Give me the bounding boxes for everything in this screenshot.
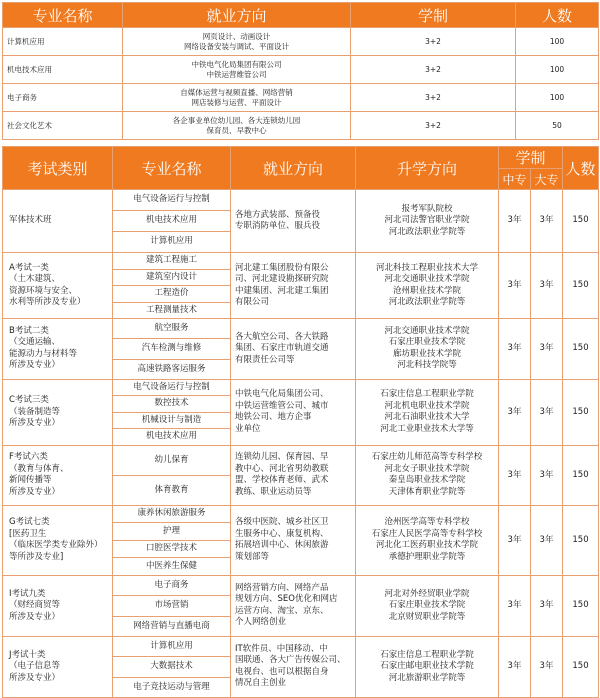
further-cell: [356, 190, 499, 253]
category-line: A考试一类: [9, 262, 49, 273]
header-category: 考试类别: [3, 147, 113, 190]
major-cell: 数控技术: [113, 396, 231, 413]
further-line: 河北交通职业技术学院: [384, 325, 470, 336]
further-cell: [356, 319, 499, 380]
jobs-line: 业单位: [235, 423, 261, 434]
table-row: [3, 28, 599, 56]
secondary-cell: 3年: [499, 575, 531, 636]
jobs-line: 各地方武装部、预备役: [235, 209, 321, 220]
major-cell: 计算机应用: [113, 636, 231, 656]
major-cell: 社会文化艺术: [3, 112, 123, 140]
category-cell: [3, 445, 113, 505]
college-cell: 3年: [531, 445, 563, 505]
secondary-cell: 3年: [499, 379, 531, 445]
category-line: [医药卫生: [9, 528, 47, 539]
exam-table: [2, 146, 599, 698]
jobs-line: 规划方向、SEO优化和网店: [235, 594, 338, 605]
further-line: 河北交通职业技术学院: [384, 274, 470, 284]
table-row: [3, 112, 599, 140]
category-line: （临床医学类专业除外）: [9, 540, 103, 551]
category-line: 等所涉及专业]: [9, 551, 64, 562]
header-years: 学制: [499, 147, 563, 169]
group-row: [3, 190, 599, 211]
jobs-line: 各大航空公司、各大铁路: [235, 331, 329, 342]
further-line: 石家庄职业技术学院: [388, 337, 466, 348]
jobs-cell: [231, 190, 356, 253]
further-line: 河北对外经贸职业学院: [384, 588, 470, 599]
count-cell: 100: [516, 84, 599, 112]
header-jobs: 就业方向: [231, 147, 356, 190]
jobs-line: 国联通、各大广告传媒公司、: [235, 655, 346, 666]
major-cell: 市场营销: [113, 596, 231, 616]
further-line: 河北化工医药职业技术学院: [375, 540, 478, 551]
years-cell: 3+2: [351, 84, 516, 112]
secondary-cell: 3年: [499, 505, 531, 575]
count-cell: 150: [563, 319, 599, 380]
category-line: （财经商贸等: [9, 600, 61, 611]
jobs-line: 连锁幼儿园、保育园、早: [235, 452, 329, 463]
further-cell: [356, 445, 499, 505]
count-cell: 100: [516, 28, 599, 56]
header-major: 专业名称: [113, 147, 231, 190]
further-cell: [356, 505, 499, 575]
category-cell: [3, 575, 113, 636]
count-cell: 50: [516, 112, 599, 140]
jobs-line: 中铁运营维管公司: [206, 69, 267, 79]
further-line: 河北政法职业学院等: [388, 297, 466, 307]
further-line: 河北科技学院等: [397, 360, 457, 371]
category-line: 新闻传播等: [9, 475, 52, 486]
jobs-line: 网店装修与运营、平面设计: [191, 97, 282, 107]
header-further: 升学方向: [356, 147, 499, 190]
group-row: [3, 636, 599, 656]
major-cell: 工程测量技术: [113, 302, 231, 319]
major-cell: 幼儿保育: [113, 445, 231, 475]
jobs-line: 中建集团、河北建工集团: [235, 285, 329, 296]
major-cell: 电子商务: [3, 84, 123, 112]
exam-table-header: [3, 147, 599, 169]
further-line: 承德护理职业学院等: [388, 551, 466, 562]
category-line: （装备制造等: [9, 406, 61, 417]
program-table-header: [3, 3, 599, 28]
jobs-line: 生服务中心、康复机构、: [235, 528, 329, 539]
further-line: 石家庄职业技术学院: [388, 600, 466, 611]
major-cell: 高速铁路客运服务: [113, 359, 231, 379]
table-row: [3, 56, 599, 84]
jobs-line: 个人网络创业: [235, 617, 287, 628]
category-line: （电子信息等: [9, 661, 61, 672]
major-cell: 电气设备运行与控制: [113, 379, 231, 396]
major-cell: 网络营销与直播电商: [113, 616, 231, 636]
jobs-cell: [231, 445, 356, 505]
category-cell: [3, 190, 113, 253]
major-cell: 航空服务: [113, 319, 231, 339]
further-cell: [356, 575, 499, 636]
years-cell: 3+2: [351, 112, 516, 140]
jobs-line: 各级中医院、城乡社区卫: [235, 517, 329, 528]
count-cell: 150: [563, 379, 599, 445]
major-cell: 建筑工程施工: [113, 253, 231, 270]
further-line: 石家庄信息工程职业学院: [380, 649, 474, 660]
jobs-line: 河北建工集团股份有限公: [235, 262, 329, 273]
major-cell: 计算机应用: [113, 232, 231, 253]
secondary-cell: 3年: [499, 319, 531, 380]
enrollment-sheet: [2, 2, 598, 698]
jobs-line: 地铁公司、地方企事: [235, 412, 312, 423]
category-line: I考试九类: [9, 588, 46, 599]
header-count: 人数: [516, 3, 599, 28]
jobs-cell: [123, 56, 351, 84]
major-cell: 机电技术应用: [113, 429, 231, 446]
jobs-cell: [123, 28, 351, 56]
jobs-cell: [231, 575, 356, 636]
major-cell: 建筑室内设计: [113, 269, 231, 286]
category-cell: [3, 319, 113, 380]
jobs-line: 有限公司: [235, 297, 270, 307]
jobs-cell: [231, 636, 356, 697]
count-cell: 150: [563, 505, 599, 575]
category-line: （教育与体育、: [9, 463, 69, 474]
jobs-line: 集团、石家庄市轨道交通: [235, 343, 329, 354]
group-row: [3, 505, 599, 523]
count-cell: 150: [563, 253, 599, 319]
group-row: [3, 253, 599, 270]
header-years: 学制: [351, 3, 516, 28]
group-row: [3, 379, 599, 396]
major-cell: 机电技术应用: [113, 211, 231, 232]
major-cell: 大数据技术: [113, 657, 231, 677]
jobs-line: 策划部等: [235, 551, 270, 562]
major-cell: 机电技术应用: [3, 56, 123, 84]
further-line: 河北机电职业技术学院: [384, 400, 470, 411]
jobs-cell: [123, 84, 351, 112]
jobs-cell: [231, 319, 356, 380]
further-line: 廊坊职业技术学院: [392, 348, 461, 359]
header-college: 大专: [531, 169, 563, 190]
category-line: 能源动力与材料等: [9, 348, 78, 359]
jobs-line: 有限责任公司等: [235, 354, 295, 365]
jobs-cell: [231, 505, 356, 575]
major-cell: 口腔医学技术: [113, 540, 231, 558]
jobs-line: 拓展培训中心、休闲旅游: [235, 540, 329, 551]
jobs-line: 教练、职业运动员等: [235, 486, 312, 497]
further-line: 河北石油职业技术大学: [384, 412, 470, 423]
secondary-cell: 3年: [499, 190, 531, 253]
category-line: 所涉及专业）: [9, 486, 61, 497]
program-table: [2, 2, 599, 140]
category-line: 所涉及专业）: [9, 672, 61, 683]
further-line: 河北工业职业技术大学等: [380, 423, 474, 434]
further-line: 河北司法警官职业学院: [384, 215, 470, 226]
jobs-cell: [231, 253, 356, 319]
category-line: 所涉及专业）: [9, 360, 61, 371]
further-line: 秦皇岛职业技术学院: [388, 475, 466, 486]
years-cell: 3+2: [351, 56, 516, 84]
college-cell: 3年: [531, 190, 563, 253]
college-cell: 3年: [531, 379, 563, 445]
jobs-line: 网络营销方向、网络产品: [235, 582, 329, 593]
category-line: J考试十类: [9, 649, 46, 660]
major-cell: 体育教育: [113, 475, 231, 505]
major-cell: 护理: [113, 523, 231, 541]
secondary-cell: 3年: [499, 636, 531, 697]
category-line: F考试六类: [9, 452, 48, 463]
major-cell: 工程造价: [113, 286, 231, 303]
further-line: 天津体育职业学院等: [388, 486, 466, 497]
further-line: 沧州医学高等专科学校: [384, 517, 470, 528]
major-cell: 电子商务: [113, 575, 231, 595]
further-line: 河北女子职业技术学院: [384, 463, 470, 474]
group-row: [3, 445, 599, 475]
jobs-line: 司、河北建设勘探研究院: [235, 274, 329, 284]
jobs-cell: [123, 112, 351, 140]
major-cell: 汽车检测与维修: [113, 339, 231, 359]
count-cell: 150: [563, 190, 599, 253]
further-line: 石家庄信息工程职业学院: [380, 389, 474, 400]
further-line: 石家庄人民医学高等专科学校: [371, 528, 483, 539]
category-line: B考试二类: [9, 325, 49, 336]
category-cell: [3, 636, 113, 697]
major-cell: 康养休闲旅游服务: [113, 505, 231, 523]
jobs-line: 电视台、也可以根据自身: [235, 666, 329, 677]
group-row: [3, 575, 599, 595]
jobs-line: 盟、学校体育老师、武术: [235, 475, 329, 486]
college-cell: 3年: [531, 575, 563, 636]
category-line: 所涉及专业）: [9, 611, 61, 622]
count-cell: 150: [563, 636, 599, 697]
category-line: （土木建筑、: [9, 274, 61, 284]
further-line: 报考军队院校: [401, 203, 453, 214]
category-line: 资源环境与安全、: [9, 285, 78, 296]
category-cell: [3, 379, 113, 445]
further-line: 河北政法职业学院等: [388, 226, 466, 237]
count-cell: 150: [563, 575, 599, 636]
category-line: C考试三类: [9, 395, 49, 406]
category-cell: [3, 253, 113, 319]
jobs-line: 保育员、早教中心: [206, 125, 267, 135]
further-line: 沧州职业技术学院: [392, 285, 461, 296]
jobs-line: 运营方向、淘宝、京东、: [235, 605, 329, 616]
exam-body: [3, 190, 599, 698]
jobs-line: 教中心、河北省男幼教联: [235, 463, 329, 474]
header-count: 人数: [563, 147, 599, 190]
further-line: 石家庄邮电职业技术学院: [380, 661, 474, 672]
table-row: [3, 84, 599, 112]
category-cell: [3, 505, 113, 575]
jobs-line: 自媒体运营与视频直播、网络营销: [180, 87, 293, 97]
jobs-line: 专职消防单位、服兵役: [235, 221, 321, 231]
jobs-line: IT软件员、中国移动、中: [235, 643, 328, 654]
count-cell: 100: [516, 56, 599, 84]
further-line: 北京财贸职业学院等: [388, 611, 466, 622]
college-cell: 3年: [531, 253, 563, 319]
years-cell: 3+2: [351, 28, 516, 56]
major-cell: 电子竞技运动与管理: [113, 677, 231, 697]
jobs-line: 网页设计、动画设计: [202, 31, 271, 41]
jobs-line: 中铁电气化局集团公司、: [235, 389, 329, 400]
category-line: 水利等所涉及专业）: [9, 297, 86, 307]
major-cell: 机械设计与制造: [113, 412, 231, 429]
further-cell: [356, 379, 499, 445]
jobs-line: 网络设备安装与调试、平面设计: [184, 41, 289, 51]
header-major: 专业名称: [3, 3, 123, 28]
further-cell: [356, 253, 499, 319]
college-cell: 3年: [531, 505, 563, 575]
group-row: [3, 319, 599, 339]
college-cell: 3年: [531, 319, 563, 380]
further-cell: [356, 636, 499, 697]
major-cell: 计算机应用: [3, 28, 123, 56]
category-line: （交通运输、: [9, 337, 61, 348]
category-line: G考试七类: [9, 517, 50, 528]
header-secondary: 中专: [499, 169, 531, 190]
major-cell: 中医养生保健: [113, 558, 231, 576]
jobs-line: 情况自主创业: [235, 678, 287, 689]
further-line: 河北科技工程职业技术大学: [375, 262, 478, 273]
secondary-cell: 3年: [499, 253, 531, 319]
jobs-line: 中铁运营维管公司、城市: [235, 400, 329, 411]
further-line: 石家庄幼儿师范高等专科学校: [371, 452, 483, 463]
secondary-cell: 3年: [499, 445, 531, 505]
jobs-line: 各企事业单位幼儿园、各大连锁幼儿园: [172, 115, 301, 125]
category-line: 军体技术班: [9, 215, 52, 226]
further-line: 河北旅游职业学院等: [388, 672, 466, 683]
college-cell: 3年: [531, 636, 563, 697]
jobs-line: 中铁电气化局集团有限公司: [191, 59, 282, 69]
category-line: 所涉及专业）: [9, 418, 61, 429]
jobs-cell: [231, 379, 356, 445]
header-jobs: 就业方向: [123, 3, 351, 28]
major-cell: 电气设备运行与控制: [113, 190, 231, 211]
count-cell: 150: [563, 445, 599, 505]
